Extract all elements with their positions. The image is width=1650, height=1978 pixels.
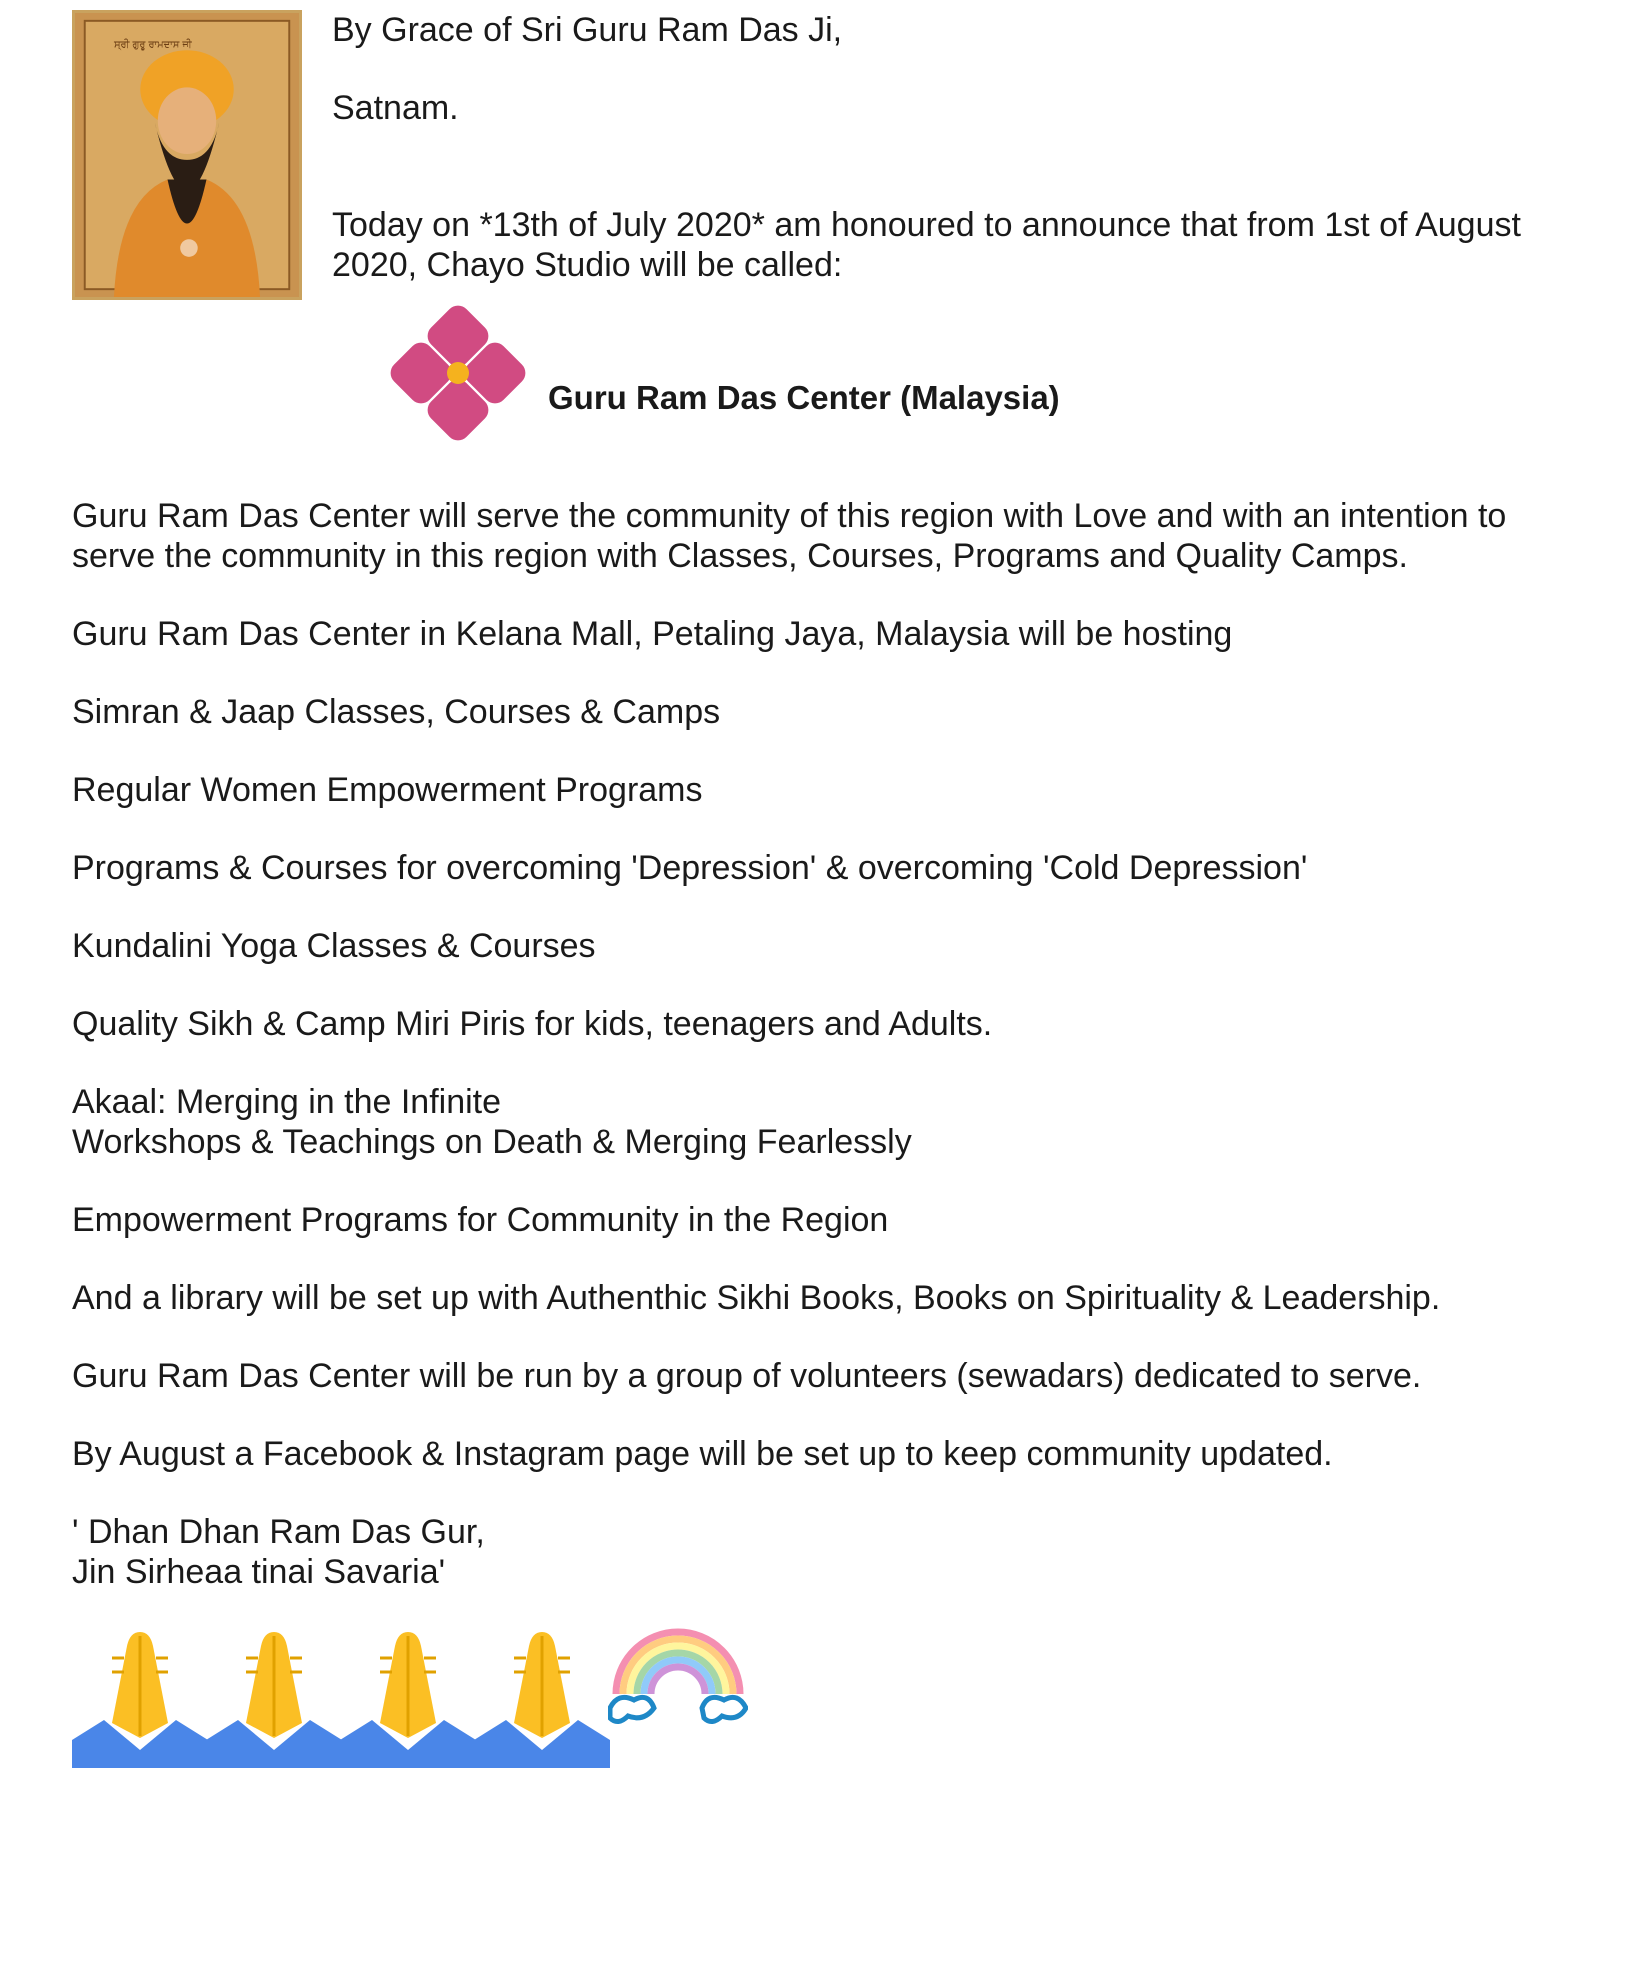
offering-item: Regular Women Empowerment Programs xyxy=(72,771,703,809)
offering-item: Empowerment Programs for Community in the Region xyxy=(72,1201,889,1239)
svg-text:ਸ੍ਰੀ ਗੁਰੂ ਰਾਮਦਾਸ ਜੀ: ਸ੍ਰੀ ਗੁਰੂ ਰਾਮਦਾਸ ਜੀ xyxy=(113,39,192,51)
folded-hands-icon xyxy=(206,1628,342,1768)
library-line: And a library will be set up with Authenthic Sikhi Books, Books on Spirituality & Leadership. xyxy=(72,1279,1441,1317)
offering-item: Simran & Jaap Classes, Courses & Camps xyxy=(72,693,721,731)
center-logo-icon xyxy=(388,303,528,443)
hosting-line: Guru Ram Das Center in Kelana Mall, Petaling Jaya, Malaysia will be hosting xyxy=(72,615,1233,653)
offering-item: Programs & Courses for overcoming 'Depression' & overcoming 'Cold Depression' xyxy=(72,849,1308,887)
intro-line-2: serve the community in this region with Classes, Courses, Programs and Quality Camps. xyxy=(72,537,1408,575)
announcement-line-1: Today on *13th of July 2020* am honoured to announce that from 1st of August xyxy=(332,206,1521,244)
announcement-line-2: 2020, Chayo Studio will be called: xyxy=(332,246,843,284)
closing-verse-line-2: Jin Sirheaa tinai Savaria' xyxy=(72,1553,446,1591)
intro-line-1: Guru Ram Das Center will serve the community of this region with Love and with an intention to xyxy=(72,497,1507,535)
volunteers-line: Guru Ram Das Center will be run by a group of volunteers (sewadars) dedicated to serve. xyxy=(72,1357,1422,1395)
salutation-text: Satnam. xyxy=(332,89,459,127)
social-line: By August a Facebook & Instagram page will be set up to keep community updated. xyxy=(72,1435,1333,1473)
rainbow-icon xyxy=(608,1622,748,1740)
offering-item-detail: Workshops & Teachings on Death & Merging Fearlessly xyxy=(72,1123,912,1161)
offering-item: Quality Sikh & Camp Miri Piris for kids, teenagers and Adults. xyxy=(72,1005,993,1043)
greeting-text: By Grace of Sri Guru Ram Das Ji, xyxy=(332,11,843,49)
folded-hands-icon xyxy=(474,1628,610,1768)
folded-hands-icon xyxy=(72,1628,208,1768)
offering-item: Akaal: Merging in the Infinite xyxy=(72,1083,502,1121)
closing-verse-line-1: ' Dhan Dhan Ram Das Gur, xyxy=(72,1513,485,1551)
center-name-heading: Guru Ram Das Center (Malaysia) xyxy=(548,379,1060,416)
emoji-row xyxy=(72,1628,748,1768)
guru-portrait-image xyxy=(72,10,302,300)
offering-item: Kundalini Yoga Classes & Courses xyxy=(72,927,596,965)
folded-hands-icon xyxy=(340,1628,476,1768)
